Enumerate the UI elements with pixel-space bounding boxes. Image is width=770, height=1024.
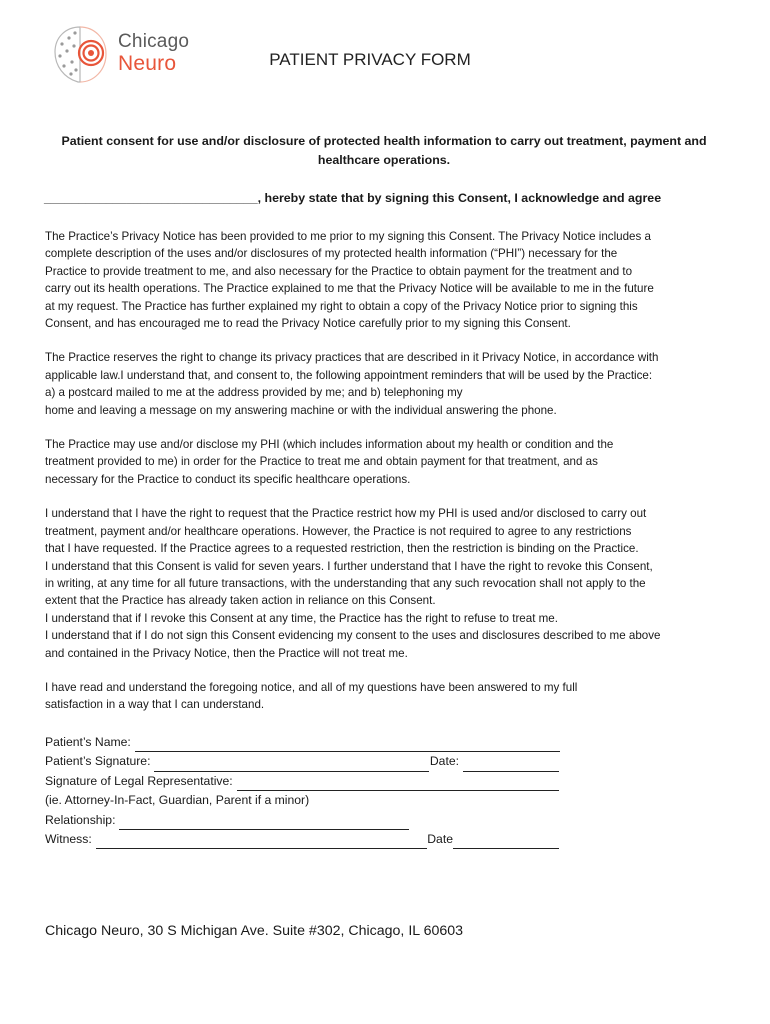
logo: [50, 24, 210, 86]
text-line: treatment provided to me) in order for the Practice to treat me and obtain payment for that treatment, and as: [45, 455, 598, 469]
consent-body: [45, 228, 725, 731]
patient-signature-row: [45, 752, 565, 771]
text-line: that I have requested. If the Practice agrees to a requested restriction, then the restriction is binding on the Practice.: [45, 542, 639, 556]
text-line: I understand that this Consent is valid for seven years. I further understand that I have the right to revoke this Consent,: [45, 559, 653, 573]
legal-rep-row: [45, 772, 565, 791]
patient-signature-field[interactable]: [154, 758, 428, 772]
text-line: satisfaction in a way that I can understand.: [45, 698, 265, 712]
patient-name-field[interactable]: [135, 738, 560, 752]
patient-name-label: Patient’s Name:: [45, 734, 131, 749]
text-line: in writing, at any time for all future transactions, with the understanding that any such revocation shall not apply to the: [45, 576, 646, 590]
witness-field[interactable]: [96, 835, 428, 849]
text-line: I understand that I have the right to request that the Practice restrict how my PHI is used and/or disclosed to carry out: [45, 507, 647, 521]
date-label: Date:: [429, 754, 459, 769]
relationship-row: [45, 811, 565, 830]
consent-intro: Patient consent for use and/or disclosure of protected health information to carry out treatment, payment and healthcare operations.: [61, 134, 707, 167]
form-title: PATIENT PRIVACY FORM: [269, 50, 471, 69]
patient-name-row: [45, 733, 565, 752]
text-line: and contained in the Privacy Notice, then the Practice will not treat me.: [45, 646, 408, 660]
text-line: I have read and understand the foregoing notice, and all of my questions have been answered to my full: [45, 680, 578, 694]
paragraph-reserves-right: [45, 349, 725, 419]
legal-rep-note: (ie. Attorney-In-Fact, Guardian, Parent if a minor): [45, 793, 310, 808]
text-line: The Practice’s Privacy Notice has been provided to me prior to my signing this Consent. The Privacy Notice includes a: [45, 230, 651, 243]
text-line: treatment, payment and/or healthcare operations. However, the Practice is not required to agree to any restrictions: [45, 524, 632, 538]
paragraph-acknowledgement: [45, 679, 725, 714]
text-line: a) a postcard mailed to me at the address provided by me; and b) telephoning my: [45, 386, 463, 400]
relationship-field[interactable]: [119, 816, 409, 830]
witness-label: Witness:: [45, 831, 92, 846]
text-line: The Practice reserves the right to change its privacy practices that are described in it Privacy Notice, in accordance with: [45, 351, 659, 365]
text-line: home and leaving a message on my answering machine or with the individual answering the phone.: [45, 403, 557, 417]
witness-row: [45, 830, 565, 849]
relationship-label: Relationship:: [45, 812, 116, 827]
text-line: applicable law.I understand that, and consent to, the following appointment reminders that will be used by the Practice:: [45, 368, 653, 382]
text-line: I understand that if I revoke this Consent at any time, the Practice has the right to refuse to treat me.: [45, 611, 558, 625]
legal-rep-note-row: [45, 791, 565, 810]
text-line: Practice to provide treatment to me, and also necessary for the Practice to obtain payment for the treatment and to: [45, 264, 633, 278]
signature-block: [45, 733, 565, 849]
text-line: necessary for the Practice to conduct its specific healthcare operations.: [45, 472, 411, 486]
statement-line: _______________________________, hereby state that by signing this Consent, I acknowledge and agree: [44, 191, 662, 205]
paragraph-rights: [45, 505, 725, 662]
footer-address: Chicago Neuro, 30 S Michigan Ave. Suite #302, Chicago, IL 60603: [45, 923, 464, 939]
text-line: The Practice may use and/or disclose my PHI (which includes information about my health or condition and the: [45, 438, 614, 452]
text-line: complete description of the uses and/or disclosures of my protected health information (“PHI”) necessary for the: [45, 247, 618, 261]
brain-logo-icon: [50, 24, 112, 86]
date-field[interactable]: [463, 758, 559, 772]
text-line: extent that the Practice has already taken action in reliance on this Consent.: [45, 594, 436, 608]
logo-text-neuro: Neuro: [118, 52, 177, 75]
legal-rep-label: Signature of Legal Representative:: [45, 773, 233, 788]
legal-rep-signature-field[interactable]: [237, 777, 559, 791]
paragraph-privacy-notice: [45, 228, 725, 332]
paragraph-use-disclose: [45, 436, 725, 488]
patient-signature-label: Patient’s Signature:: [45, 754, 151, 769]
witness-date-label: Date: [427, 831, 453, 846]
text-line: carry out its health operations. The Practice explained to me that the Privacy Notice will be available to me in the future: [45, 282, 654, 296]
logo-text-chicago: Chicago: [118, 31, 190, 52]
text-line: I understand that if I do not sign this Consent evidencing my consent to the uses and disclosures described to me above: [45, 629, 661, 643]
witness-date-field[interactable]: [453, 835, 559, 849]
text-line: Consent, and has encouraged me to read the Privacy Notice carefully prior to my signing this Consent.: [45, 317, 571, 331]
text-line: at my request. The Practice has further explained my right to obtain a copy of the Privacy Notice prior to signing this: [45, 299, 638, 313]
